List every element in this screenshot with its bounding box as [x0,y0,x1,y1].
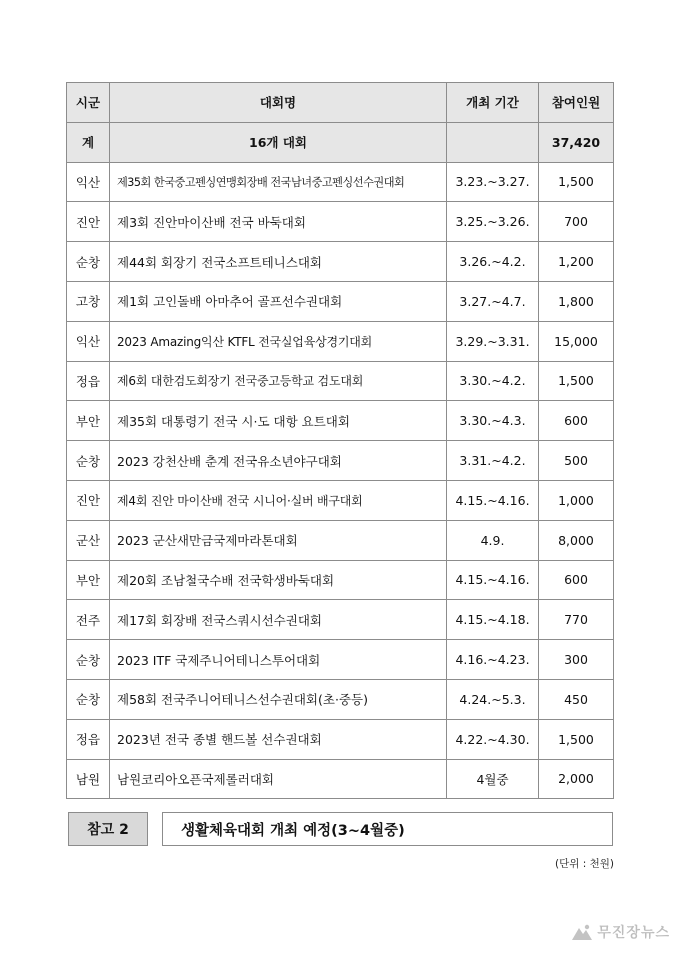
row-participants: 1,800 [539,281,614,321]
table-row [67,441,614,481]
row-region: 군산 [67,520,110,560]
watermark-text: 무진장뉴스 [597,925,670,941]
row-period: 3.26.~4.2. [447,242,539,282]
row-participants: 300 [539,640,614,680]
row-event-name: 제4회 진안 마이산배 전국 시니어·실버 배구대회 [110,480,447,520]
row-participants: 2,000 [539,759,614,799]
row-period: 3.31.~4.2. [447,441,539,481]
row-event-name: 제20회 조남철국수배 전국학생바둑대회 [110,560,447,600]
row-region: 정읍 [67,361,110,401]
table-row [67,600,614,640]
reference-title: 생활체육대회 개최 예정(3~4월중) [162,812,613,846]
row-period: 4.9. [447,520,539,560]
row-region: 부안 [67,401,110,441]
row-participants: 500 [539,441,614,481]
table-row [67,640,614,680]
row-region: 부안 [67,560,110,600]
row-participants: 8,000 [539,520,614,560]
row-region: 순창 [67,679,110,719]
row-participants: 1,000 [539,480,614,520]
table-row [67,759,614,799]
row-event-name: 2023년 전국 종별 핸드볼 선수권대회 [110,719,447,759]
watermark [571,922,670,942]
row-region: 순창 [67,640,110,680]
row-period: 4.15.~4.16. [447,480,539,520]
row-region: 정읍 [67,719,110,759]
row-participants: 1,200 [539,242,614,282]
row-event-name: 제6회 대한검도회장기 전국중고등학교 검도대회 [110,361,447,401]
table-row [67,281,614,321]
row-region: 순창 [67,441,110,481]
row-event-name: 제58회 전국주니어테니스선수권대회(초·중등) [110,679,447,719]
row-event-name: 제44회 회장기 전국소프트테니스대회 [110,242,447,282]
row-event-name: 2023 ITF 국제주니어테니스투어대회 [110,640,447,680]
table-row [67,560,614,600]
header-participants: 참여인원 [539,83,614,123]
row-region: 전주 [67,600,110,640]
row-event-name: 2023 Amazing익산 KTFL 전국실업육상경기대회 [110,321,447,361]
row-event-name: 제3회 진안마이산배 전국 바둑대회 [110,202,447,242]
row-period: 3.30.~4.3. [447,401,539,441]
row-period: 4.15.~4.18. [447,600,539,640]
row-event-name: 2023 강천산배 춘계 전국유소년야구대회 [110,441,447,481]
reference-label: 참고 2 [68,812,148,846]
row-period: 4월중 [447,759,539,799]
table-row [67,719,614,759]
row-event-name: 남원코리아오픈국제롤러대회 [110,759,447,799]
row-participants: 15,000 [539,321,614,361]
row-period: 3.27.~4.7. [447,281,539,321]
row-participants: 1,500 [539,162,614,202]
total-row [67,122,614,162]
row-event-name: 제35회 대통령기 전국 시·도 대항 요트대회 [110,401,447,441]
row-region: 진안 [67,202,110,242]
row-event-name: 제35회 한국중고펜싱연맹회장배 전국남녀중고펜싱선수권대회 [110,162,447,202]
row-period: 3.30.~4.2. [447,361,539,401]
row-event-name: 제1회 고인돌배 아마추어 골프선수권대회 [110,281,447,321]
row-period: 4.22.~4.30. [447,719,539,759]
row-region: 진안 [67,480,110,520]
table-row [67,361,614,401]
table-row [67,162,614,202]
table-row [67,242,614,282]
row-region: 익산 [67,321,110,361]
table-row [67,202,614,242]
row-period: 4.15.~4.16. [447,560,539,600]
row-period: 3.25.~3.26. [447,202,539,242]
unit-note: (단위 : 천원) [555,858,614,870]
total-period [447,122,539,162]
header-region: 시군 [67,83,110,123]
row-participants: 1,500 [539,719,614,759]
row-participants: 1,500 [539,361,614,401]
table-row [67,321,614,361]
row-participants: 600 [539,401,614,441]
row-event-name: 제17회 회장배 전국스쿼시선수권대회 [110,600,447,640]
table-row [67,401,614,441]
row-region: 순창 [67,242,110,282]
table-row [67,520,614,560]
row-participants: 770 [539,600,614,640]
row-period: 4.16.~4.23. [447,640,539,680]
row-participants: 700 [539,202,614,242]
row-period: 4.24.~5.3. [447,679,539,719]
row-region: 익산 [67,162,110,202]
row-period: 3.29.~3.31. [447,321,539,361]
events-table [66,82,614,799]
table-header-row [67,83,614,123]
total-name: 16개 대회 [110,122,447,162]
row-event-name: 2023 군산새만금국제마라톤대회 [110,520,447,560]
mountain-logo-icon [571,923,593,941]
row-participants: 600 [539,560,614,600]
row-region: 남원 [67,759,110,799]
table-row [67,679,614,719]
header-event-name: 대회명 [110,83,447,123]
row-region: 고창 [67,281,110,321]
total-participants: 37,420 [539,122,614,162]
row-period: 3.23.~3.27. [447,162,539,202]
total-region: 계 [67,122,110,162]
header-period: 개최 기간 [447,83,539,123]
row-participants: 450 [539,679,614,719]
table-row [67,480,614,520]
